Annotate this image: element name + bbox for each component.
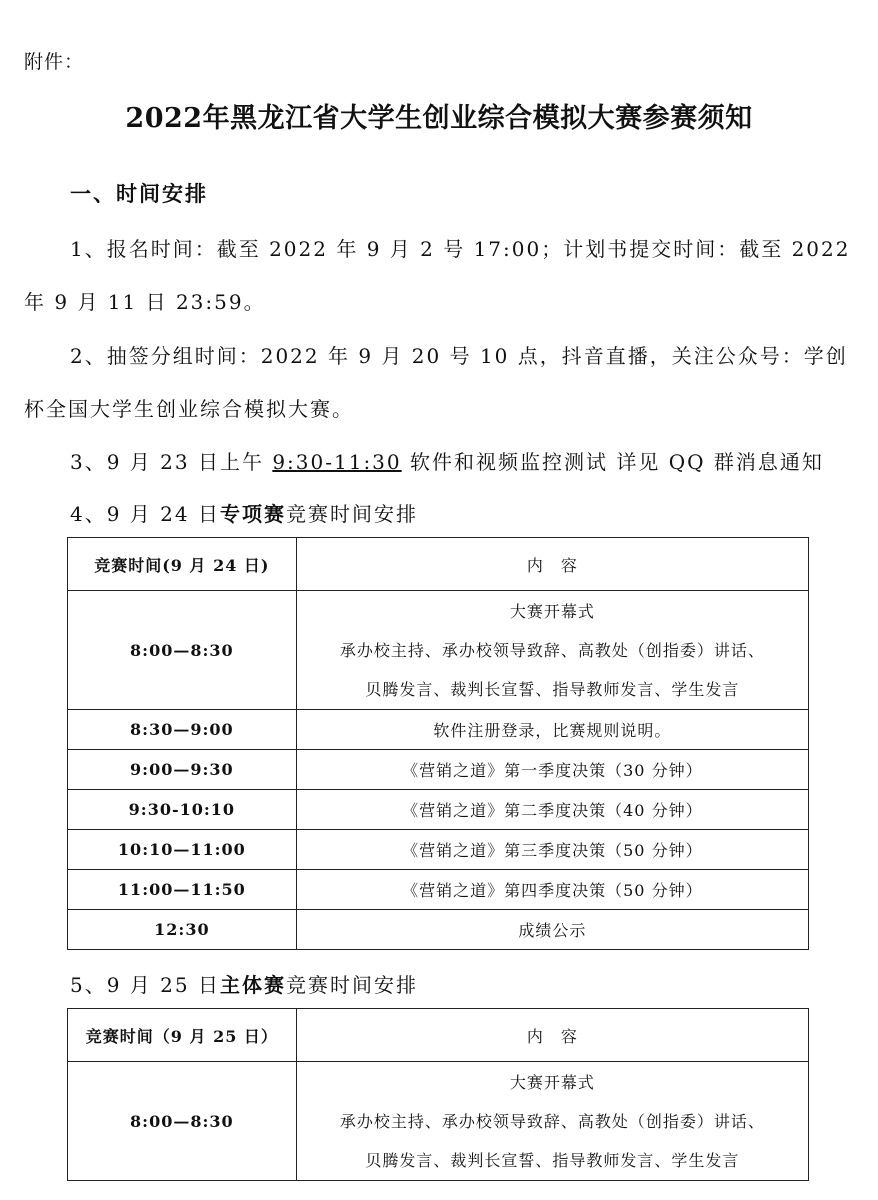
section-heading-schedule: 一、时间安排: [70, 181, 208, 206]
item-5-suffix: 竞赛时间安排: [285, 973, 418, 997]
content-line: 贝腾发言、裁判长宣誓、指导教师发言、学生发言: [365, 679, 740, 699]
row-time: 10:10—11:00: [68, 830, 297, 870]
row-content: [296, 591, 808, 710]
table-row: [68, 710, 809, 750]
attachment-label: 附件：: [24, 51, 85, 73]
row-content: [296, 1062, 808, 1181]
item-3-prefix: 3、9 月 23 日上午: [70, 450, 273, 474]
item-1-line-2: 年 9 月 11 日 23:59。: [24, 290, 266, 314]
item-4-suffix: 竞赛时间安排: [285, 502, 418, 526]
content-line: 贝腾发言、裁判长宣誓、指导教师发言、学生发言: [365, 1150, 740, 1170]
item-5: [70, 969, 418, 998]
content-line: 承办校主持、承办校领导致辞、高教处（创指委）讲话、: [339, 1111, 765, 1131]
row-time: 12:30: [68, 910, 297, 950]
item-2-line-2: 杯全国大学生创业综合模拟大赛。: [24, 397, 354, 421]
row-time: 9:30-10:10: [68, 790, 297, 830]
item-5-bold: 主体赛: [219, 973, 286, 997]
table-row: [68, 910, 809, 950]
row-time: 11:00—11:50: [68, 870, 297, 910]
schedule-table-sep24: [67, 537, 809, 950]
item-4-prefix: 4、9 月 24 日: [70, 502, 220, 526]
row-time: 8:30—9:00: [68, 710, 297, 750]
table-row: [68, 1062, 809, 1181]
table-header-row: [68, 1009, 809, 1062]
row-time: 9:00—9:30: [68, 750, 297, 790]
item-4-bold: 专项赛: [219, 502, 286, 526]
item-2-line-1: 2、抽签分组时间：2022 年 9 月 20 号 10 点，抖音直播，关注公众号：学创: [70, 344, 848, 368]
row-content: 《营销之道》第二季度决策（40 分钟）: [296, 790, 808, 830]
table-row: [68, 830, 809, 870]
item-4: [70, 498, 418, 527]
row-content: 《营销之道》第四季度决策（50 分钟）: [296, 870, 808, 910]
item-5-prefix: 5、9 月 25 日: [70, 973, 220, 997]
row-content: 《营销之道》第三季度决策（50 分钟）: [296, 830, 808, 870]
header-content: 内 容: [296, 538, 808, 591]
header-time: 竞赛时间（9 月 25 日）: [68, 1009, 297, 1062]
table-header-row: [68, 538, 809, 591]
document-title: 2022年黑龙江省大学生创业综合模拟大赛参赛须知: [125, 103, 753, 134]
item-3-suffix: 软件和视频监控测试 详见 QQ 群消息通知: [401, 450, 824, 474]
item-3: [70, 446, 824, 475]
content-line: 承办校主持、承办校领导致辞、高教处（创指委）讲话、: [339, 640, 765, 660]
header-content: 内 容: [296, 1009, 808, 1062]
schedule-table-sep25: [67, 1008, 809, 1181]
row-content: 《营销之道》第一季度决策（30 分钟）: [296, 750, 808, 790]
table-row: [68, 591, 809, 710]
row-content: 软件注册登录，比赛规则说明。: [296, 710, 808, 750]
row-time: 8:00—8:30: [68, 1062, 297, 1181]
content-line: 大赛开幕式: [509, 601, 595, 621]
table-row: [68, 870, 809, 910]
item-3-time: 9:30-11:30: [272, 450, 402, 474]
row-time: 8:00—8:30: [68, 591, 297, 710]
table-row: [68, 750, 809, 790]
header-time: 竞赛时间(9 月 24 日): [68, 538, 297, 591]
content-line: 大赛开幕式: [509, 1072, 595, 1092]
row-content: 成绩公示: [296, 910, 808, 950]
item-1-line-1: 1、报名时间：截至 2022 年 9 月 2 号 17:00；计划书提交时间：截至 2022: [70, 237, 851, 261]
table-row: [68, 790, 809, 830]
